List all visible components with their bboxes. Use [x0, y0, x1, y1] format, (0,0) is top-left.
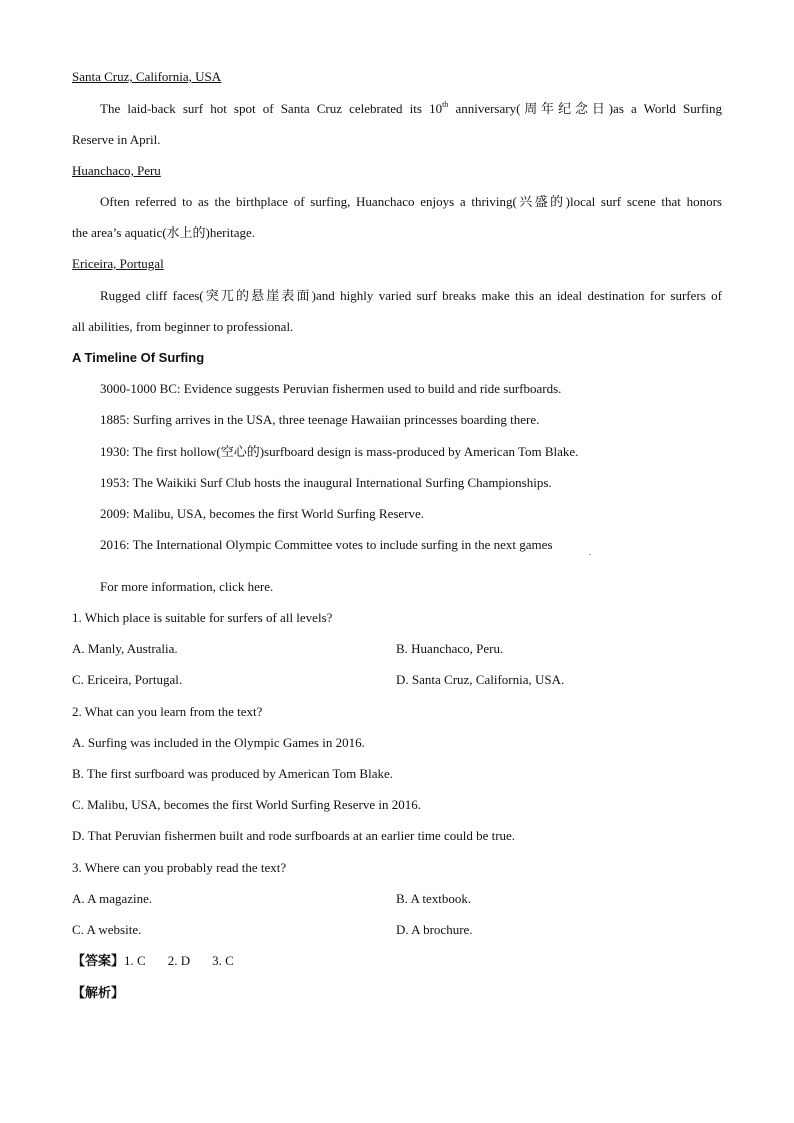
timeline-item: 3000-1000 BC: Evidence suggests Peruvian fishermen used to build and ride surfboards.	[100, 381, 562, 396]
more-info-link[interactable]: For more information, click here.	[100, 579, 274, 594]
option-c: C. A website.	[72, 922, 142, 937]
place-text-huanchaco-cont: the area’s aquatic(水上的)heritage.	[72, 225, 255, 240]
trailing-dot: .	[589, 548, 591, 557]
option-b: B. The first surfboard was produced by American Tom Blake.	[72, 766, 394, 781]
timeline-item: 1930: The first hollow(空心的)surfboard design is mass-produced by American Tom Blake.	[100, 444, 579, 459]
answer-value: 3. C	[212, 953, 234, 968]
option-c: C. Malibu, USA, becomes the first World Surfing Reserve in 2016.	[72, 797, 421, 812]
place-text-ericeira-cont: all abilities, from beginner to professional.	[72, 319, 294, 334]
option-a: A. Surfing was included in the Olympic Games in 2016.	[72, 735, 365, 750]
option-b: B. Huanchaco, Peru.	[396, 641, 504, 656]
option-a: A. A magazine.	[72, 891, 153, 906]
timeline-item: 2009: Malibu, USA, becomes the first World Surfing Reserve.	[100, 506, 425, 521]
place-text-ericeira: Rugged cliff faces(突兀的悬崖表面)and highly varied surf breaks make this an ideal destination for surfers of	[100, 288, 722, 303]
option-d: D. A brochure.	[396, 922, 473, 937]
place-text-santa-cruz: The laid-back surf hot spot of Santa Cruz celebrated its 10th anniversary(周年纪念日)as a World Surfing	[100, 100, 722, 116]
place-text-santa-cruz-cont: Reserve in April.	[72, 132, 161, 147]
timeline-item: 1953: The Waikiki Surf Club hosts the inaugural International Surfing Championships.	[100, 475, 552, 490]
option-d: D. That Peruvian fishermen built and rode surfboards at an earlier time could be true.	[72, 828, 516, 843]
place-heading-santa-cruz: Santa Cruz, California, USA	[72, 69, 222, 84]
analysis-label: 【解析】	[72, 985, 125, 1000]
question-stem: 3. Where can you probably read the text?	[72, 860, 287, 875]
option-d: D. Santa Cruz, California, USA.	[396, 672, 565, 687]
timeline-item: 1885: Surfing arrives in the USA, three teenage Hawaiian princesses boarding there.	[100, 412, 540, 427]
place-heading-huanchaco: Huanchaco, Peru	[72, 163, 161, 178]
answer-label: 【答案】	[72, 953, 125, 968]
answer-value: 2. D	[167, 953, 191, 968]
question-stem: 1. Which place is suitable for surfers of all levels?	[72, 610, 333, 625]
place-text-huanchaco: Often referred to as the birthplace of surfing, Huanchaco enjoys a thriving(兴盛的)local surf scene that honors	[100, 194, 722, 209]
place-heading-ericeira: Ericeira, Portugal	[72, 256, 164, 271]
timeline-item: 2016: The International Olympic Committee votes to include surfing in the next games	[100, 537, 553, 552]
question-stem: 2. What can you learn from the text?	[72, 704, 263, 719]
option-c: C. Ericeira, Portugal.	[72, 672, 183, 687]
answer-value: 1. C	[124, 953, 146, 968]
timeline-title: A Timeline Of Surfing	[72, 350, 205, 365]
option-b: B. A textbook.	[396, 891, 472, 906]
option-a: A. Manly, Australia.	[72, 641, 178, 656]
answer-line	[72, 953, 234, 969]
